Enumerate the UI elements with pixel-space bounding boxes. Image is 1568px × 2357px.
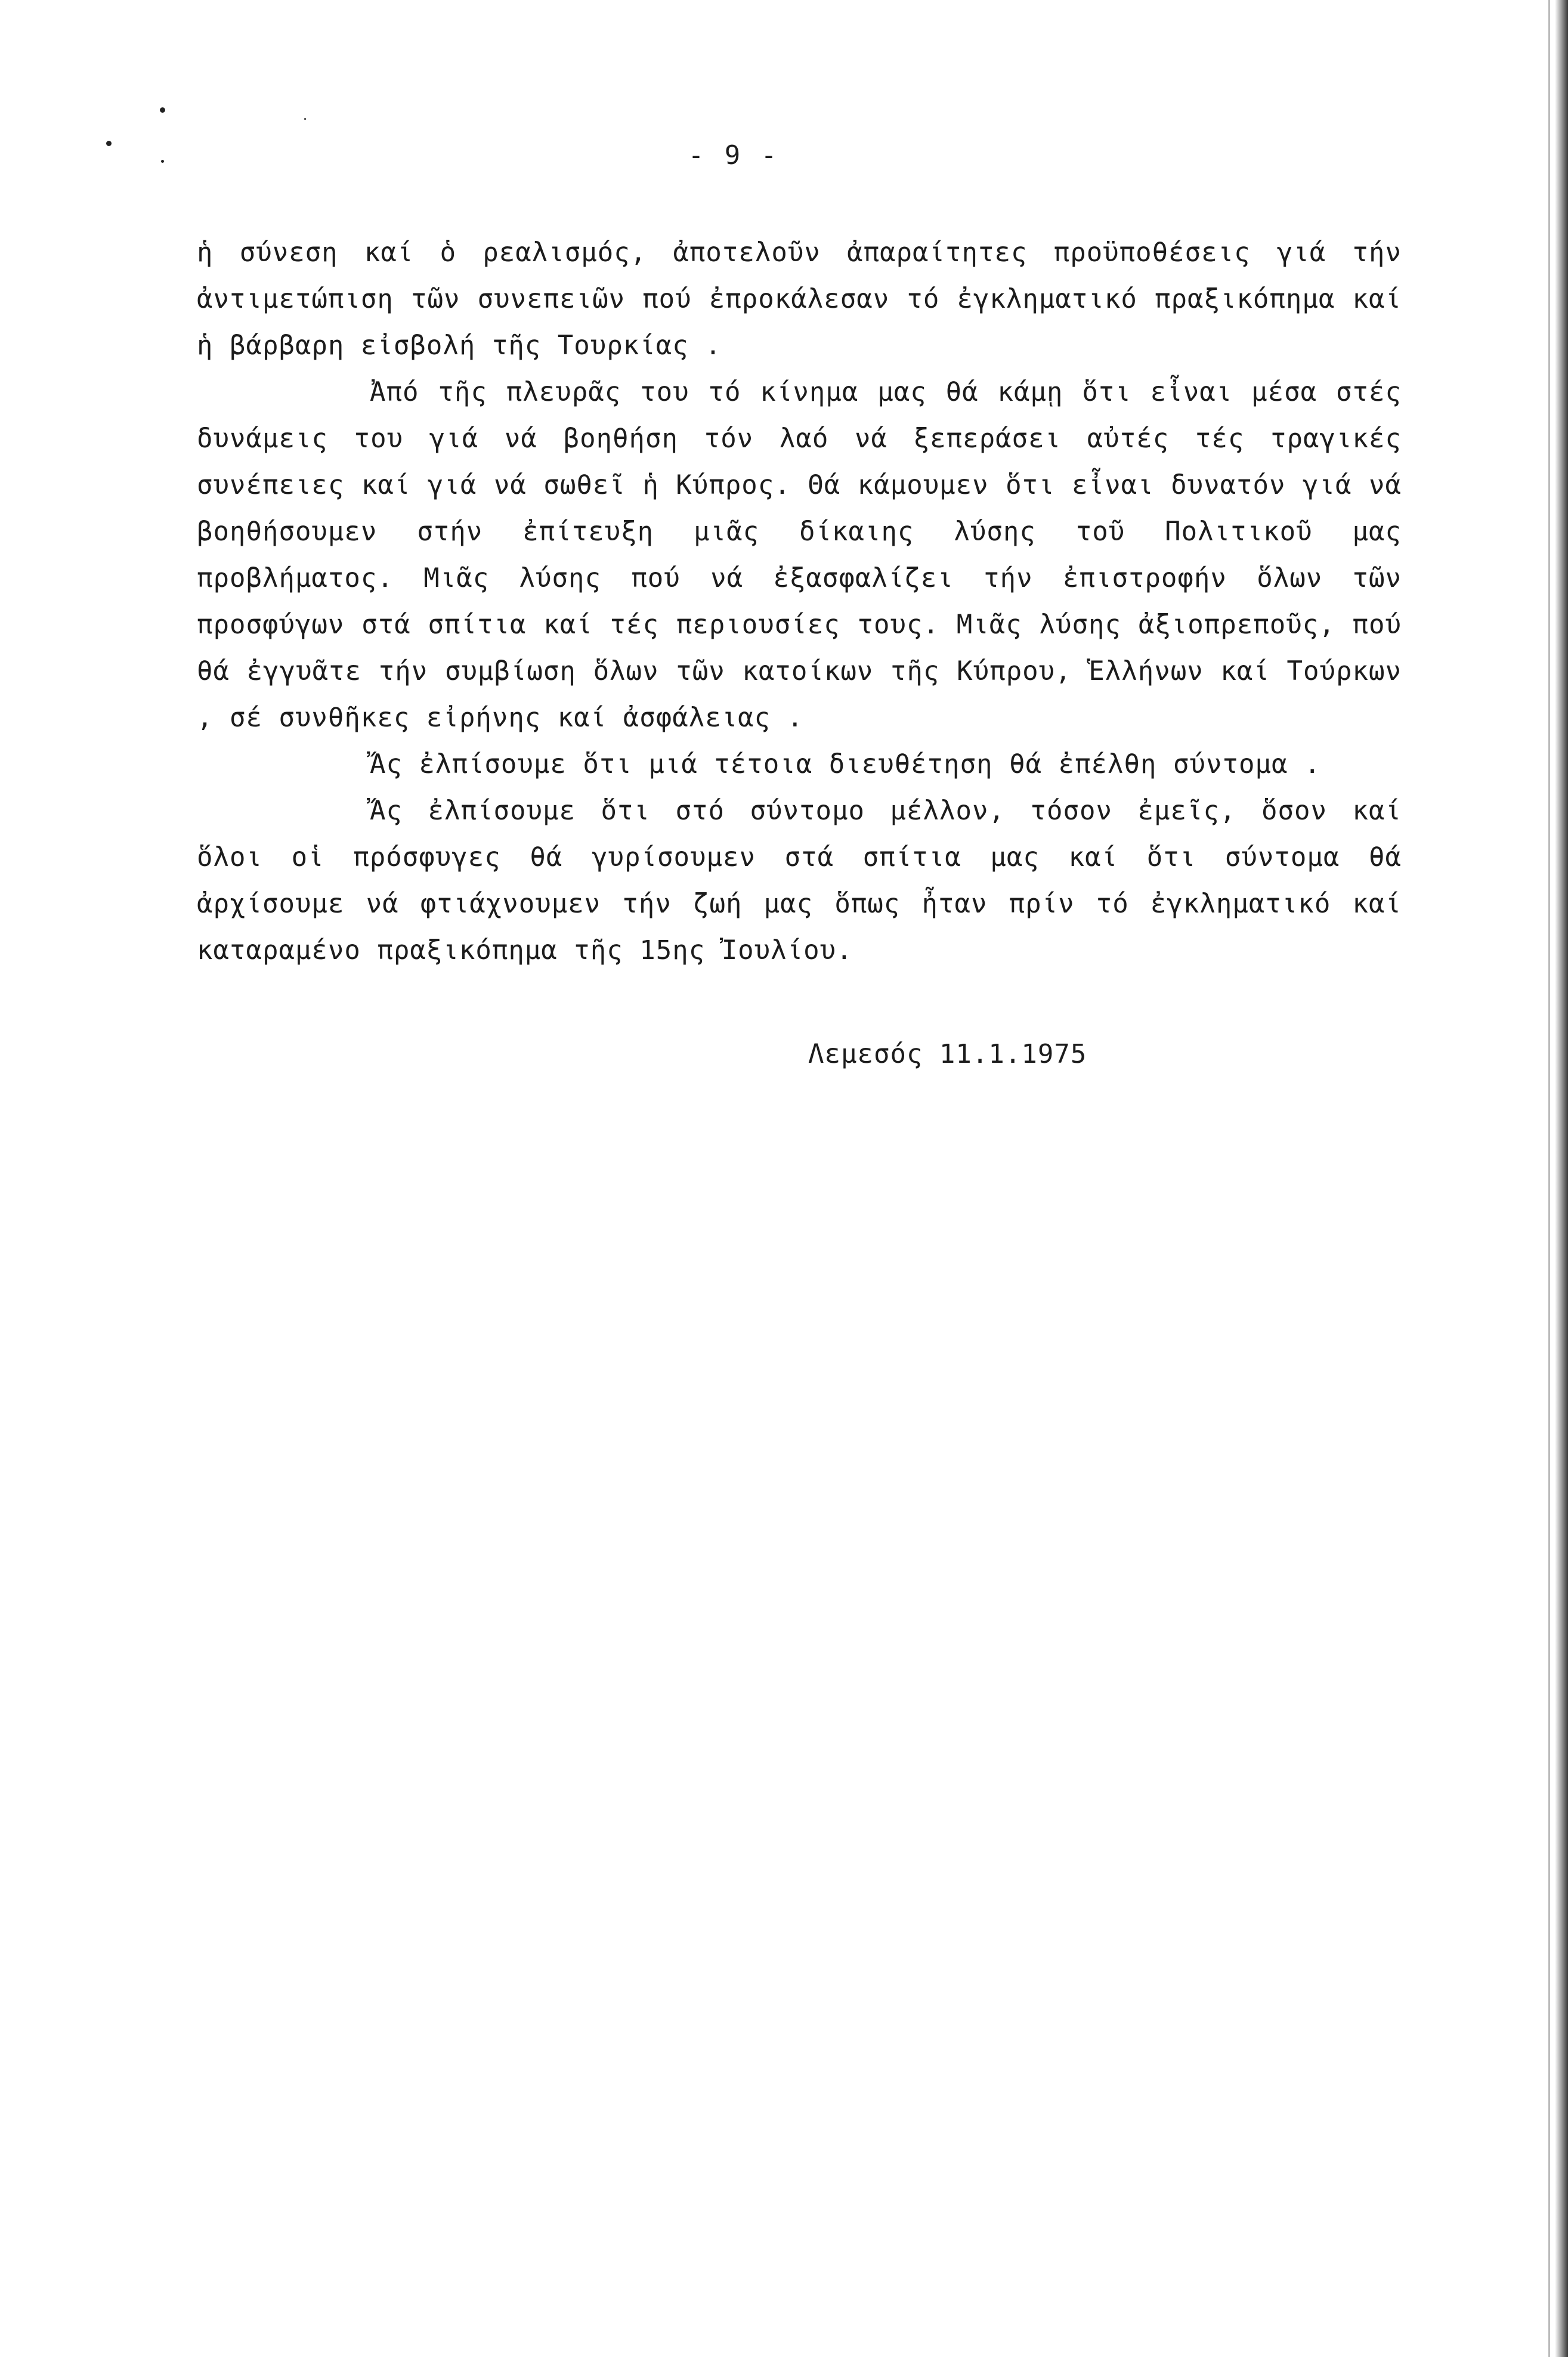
paragraph-3: Ἄς ἐλπίσουμε ὅτι μιά τέτοια διευθέτηση θά ἐπέλθη σύντομα . [370, 749, 1321, 780]
letter-body [197, 230, 1418, 974]
paragraph-2: Ἀπό τῆς πλευρᾶς του τό κίνημα μας θά κάμῃ ὅτι εἶναι μέσα στές δυνάμεις του γιά νά βοηθήση τόν λαό νά ξεπεράσει αὐτές τές τραγικές συνέπειες καί γιά νά σωθεῖ ἡ Κύπρος. Θά κάμουμεν ὅτι εἶναι δυνατόν γιά νά βοηθήσουμεν στήν ἐπίτευξη μιᾶς δίκαιης λύσης τοῦ Πολιτικοῦ μας προβλήματος. Μιᾶς λύσης πού νά ἐξασφαλίζει τήν ἐπιστροφήν ὅλων τῶν προσφύγων στά σπίτια καί τές περιουσίες τους. Μιᾶς λύσης ἀξιοπρεποῦς, πού θά ἐγγυᾶτε τήν συμβίωση ὅλων τῶν κατοίκων τῆς Κύπρου, Ἑλλήνων καί Τούρκων , σέ συνθῆκες εἰρήνης καί ἀσφάλειας . [197, 377, 1418, 733]
scan-speck [106, 141, 112, 146]
scan-edge-shadow [1555, 0, 1568, 2357]
scan-speck [160, 107, 165, 113]
paragraph-4: Ἄς ἐλπίσουμε ὅτι στό σύντομο μέλλον, τόσον ἐμεῖς, ὅσον καί ὅλοι οἱ πρόσφυγες θά γυρίσουμεν στά σπίτια μας καί ὅτι σύντομα θά ἀρχίσουμε νά φτιάχνουμεν τήν ζωή μας ὅπως ἦταν πρίν τό ἐγκληματικό καί καταραμένο πραξικόπημα τῆς 15ης Ἰουλίου. [197, 796, 1418, 966]
scan-edge-line [1548, 0, 1550, 2357]
paragraph-1: ἡ σύνεση καί ὁ ρεαλισμός, ἀποτελοῦν ἀπαραίτητες προϋποθέσεις γιά τήν ἀντιμετώπιση τῶν συνεπειῶν πού ἐπροκάλεσαν τό ἐγκληματικό πραξικόπημα καί ἡ βάρβαρη εἰσβολή τῆς Τουρκίας . [197, 237, 1418, 361]
place-date: Λεμεσός 11.1.1975 [808, 1039, 1087, 1069]
scan-speck [161, 160, 164, 163]
page-number: - 9 - [688, 140, 780, 171]
scan-speck [304, 118, 306, 120]
